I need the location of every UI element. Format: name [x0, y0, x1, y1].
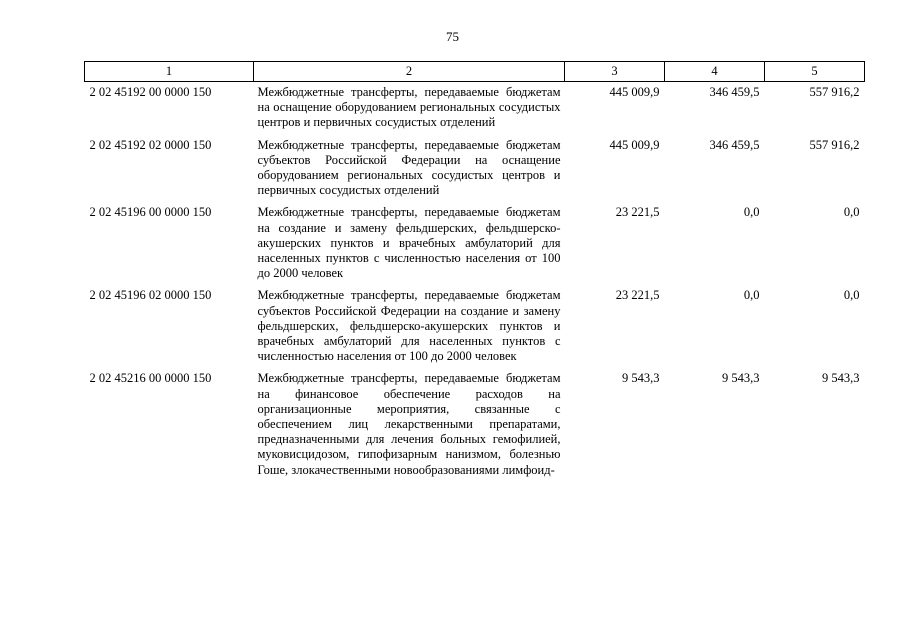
table-row [85, 371, 865, 484]
amount-col-3: 9 543,3 [622, 371, 660, 386]
amount-col-3: 445 009,9 [609, 137, 660, 152]
item-description: Межбюджетные трансферты, передаваемые бюджетам на финансовое обеспечение расходов на организационные мероприятия, связанные с обеспечением лиц лекарственными препаратами, предназначенными для лечения больных гемофилией, муковисцидозом, гипофизарным нанизмом, болезнью Гоше, злокачественными новообразованиями лимфоид- [257, 371, 561, 477]
item-description: Межбюджетные трансферты, передаваемые бюджетам субъектов Российской Федерации на оснащение оборудованием региональных сосудистых центров и первичных сосудистых отделений [257, 137, 561, 198]
budget-code: 2 02 45196 00 0000 150 [89, 205, 212, 220]
item-description: Межбюджетные трансферты, передаваемые бюджетам на создание и замену фельдшерских, фельдшерско-акушерских пунктов и врачебных амбулаторий для населенных пунктов с численностью населения от 100 до 2000 человек [257, 205, 561, 281]
column-header-5: 5 [765, 62, 865, 82]
budget-table [84, 61, 865, 485]
item-description: Межбюджетные трансферты, передаваемые бюджетам на оснащение оборудованием региональных сосудистых центров и первичных сосудистых отделений [257, 85, 561, 130]
column-header-2: 2 [254, 62, 565, 82]
table-row [85, 288, 865, 371]
table-row [85, 205, 865, 288]
amount-col-4: 9 543,3 [722, 371, 760, 386]
amount-col-5: 9 543,3 [822, 371, 860, 386]
column-header-3: 3 [565, 62, 665, 82]
column-header-1: 1 [85, 62, 254, 82]
amount-col-3: 23 221,5 [615, 205, 660, 220]
budget-code: 2 02 45192 02 0000 150 [89, 137, 212, 152]
item-description: Межбюджетные трансферты, передаваемые бюджетам субъектов Российской Федерации на создание и замену фельдшерских, фельдшерско-акушерских пунктов и врачебных амбулаторий для населенных пунктов с численностью населения от 100 до 2000 человек [257, 288, 561, 364]
amount-col-5: 0,0 [843, 288, 860, 303]
table-row [85, 82, 865, 138]
table-row [85, 138, 865, 206]
budget-code: 2 02 45216 00 0000 150 [89, 371, 212, 386]
amount-col-4: 0,0 [743, 205, 760, 220]
amount-col-3: 23 221,5 [615, 288, 660, 303]
amount-col-4: 346 459,5 [709, 85, 760, 99]
amount-col-5: 0,0 [843, 205, 860, 220]
amount-col-4: 346 459,5 [709, 137, 760, 152]
amount-col-3: 445 009,9 [609, 85, 660, 99]
table-header-row [85, 62, 865, 82]
page-number: 75 [446, 29, 459, 44]
budget-code: 2 02 45192 00 0000 150 [89, 85, 212, 99]
budget-code: 2 02 45196 02 0000 150 [89, 288, 212, 303]
amount-col-5: 557 916,2 [809, 85, 860, 99]
amount-col-4: 0,0 [743, 288, 760, 303]
column-header-4: 4 [665, 62, 765, 82]
amount-col-5: 557 916,2 [809, 137, 860, 152]
